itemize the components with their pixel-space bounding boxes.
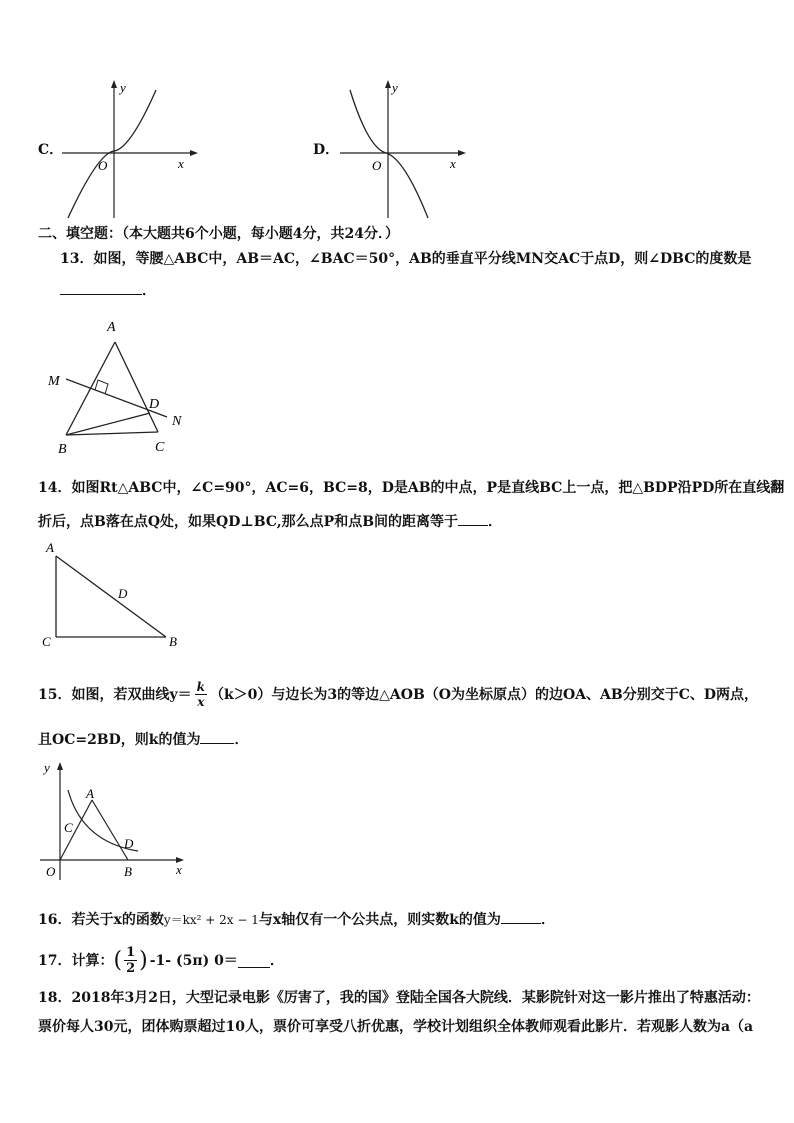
q15-line1: 15．如图，若双曲线y＝ k x （k＞0）与边长为3的等边△AOB（O为坐标原点）的边OA、AB分别交于C、D两点， [38, 680, 759, 709]
option-d-x-label: x [450, 156, 456, 171]
q16-blank[interactable] [501, 909, 541, 924]
option-d-letter: D． [313, 142, 340, 158]
q18-line1: 18．2018年3月2日，大型记录电影《厉害了，我的国》登陆全国各大院线．某影院针对这一影片推出了特惠活动： [38, 990, 760, 1006]
q14-figure [38, 538, 188, 650]
q14-label-C: C [42, 634, 51, 649]
option-d-origin-label: O [372, 158, 382, 173]
q14-line1: 14．如图Rt△ABC中，∠C=90°，AC=6，BC=8，D是AB的中点，P是直线BC上一点，把△BDP沿PD所在直线翻 [38, 480, 785, 496]
q14-blank[interactable] [458, 511, 488, 526]
q15-label-B: B [124, 864, 132, 879]
q13-label-N: N [172, 414, 182, 429]
q13-answer-line: ． [60, 280, 156, 300]
q14-line2: 折后，点B落在点Q处，如果QD⊥BC,那么点P和点B间的距离等于 ． [38, 511, 502, 531]
q15-label-D: D [124, 836, 134, 851]
q14-label-A: A [46, 540, 54, 555]
q17-blank[interactable] [238, 953, 270, 968]
option-c-origin-label: O [98, 158, 108, 173]
q15-label-O: O [46, 864, 56, 879]
option-d-y-label: y [392, 80, 398, 95]
q15-label-y: y [44, 760, 50, 775]
option-c-letter: C． [38, 142, 64, 158]
q16-text: 16．若关于x的函数y＝kx² + 2x − 1与x轴仅有一个公共点，则实数k的值为 ． [38, 909, 555, 929]
q13-label-A: A [107, 320, 116, 335]
q15-figure [38, 756, 193, 881]
q15-fraction: k x [196, 680, 205, 709]
q15-label-A: A [86, 786, 94, 801]
option-c-y-label: y [120, 80, 126, 95]
q13-label-B: B [58, 442, 67, 457]
q13-label-D: D [149, 397, 160, 412]
q13-label-C: C [155, 440, 165, 455]
q14-label-B: B [169, 634, 177, 649]
q18-line2: 票价每人30元，团体购票超过10人，票价可享受八折优惠，学校计划组织全体教师观看此影片．若观影人数为a（a [38, 1019, 754, 1035]
q13-blank[interactable] [60, 280, 142, 295]
q17-fraction: 1 2 [126, 945, 136, 976]
option-d-graph [336, 78, 466, 220]
q15-blank[interactable] [200, 729, 234, 744]
q13-label-M: M [48, 374, 60, 389]
q15-line2: 且OC=2BD，则k的值为 ． [38, 729, 248, 749]
q14-label-D: D [118, 586, 128, 601]
q13-text: 13．如图，等腰△ABC中，AB＝AC，∠BAC＝50°，AB的垂直平分线MN交AC于点D，则∠DBC的度数是 [60, 251, 752, 267]
q15-label-C: C [64, 820, 73, 835]
q15-label-x: x [176, 862, 182, 877]
option-c-graph [58, 78, 200, 220]
option-c-x-label: x [178, 156, 184, 171]
q17-text: 17．计算： ( 1 2 ) -1- (5π) 0＝ ． [38, 945, 284, 976]
q16-formula: y＝kx² + 2x − 1 [163, 913, 259, 927]
q13-figure [40, 315, 200, 460]
section-heading: 二、填空题：（本大题共6个小题，每小题4分，共24分．） [38, 226, 399, 242]
